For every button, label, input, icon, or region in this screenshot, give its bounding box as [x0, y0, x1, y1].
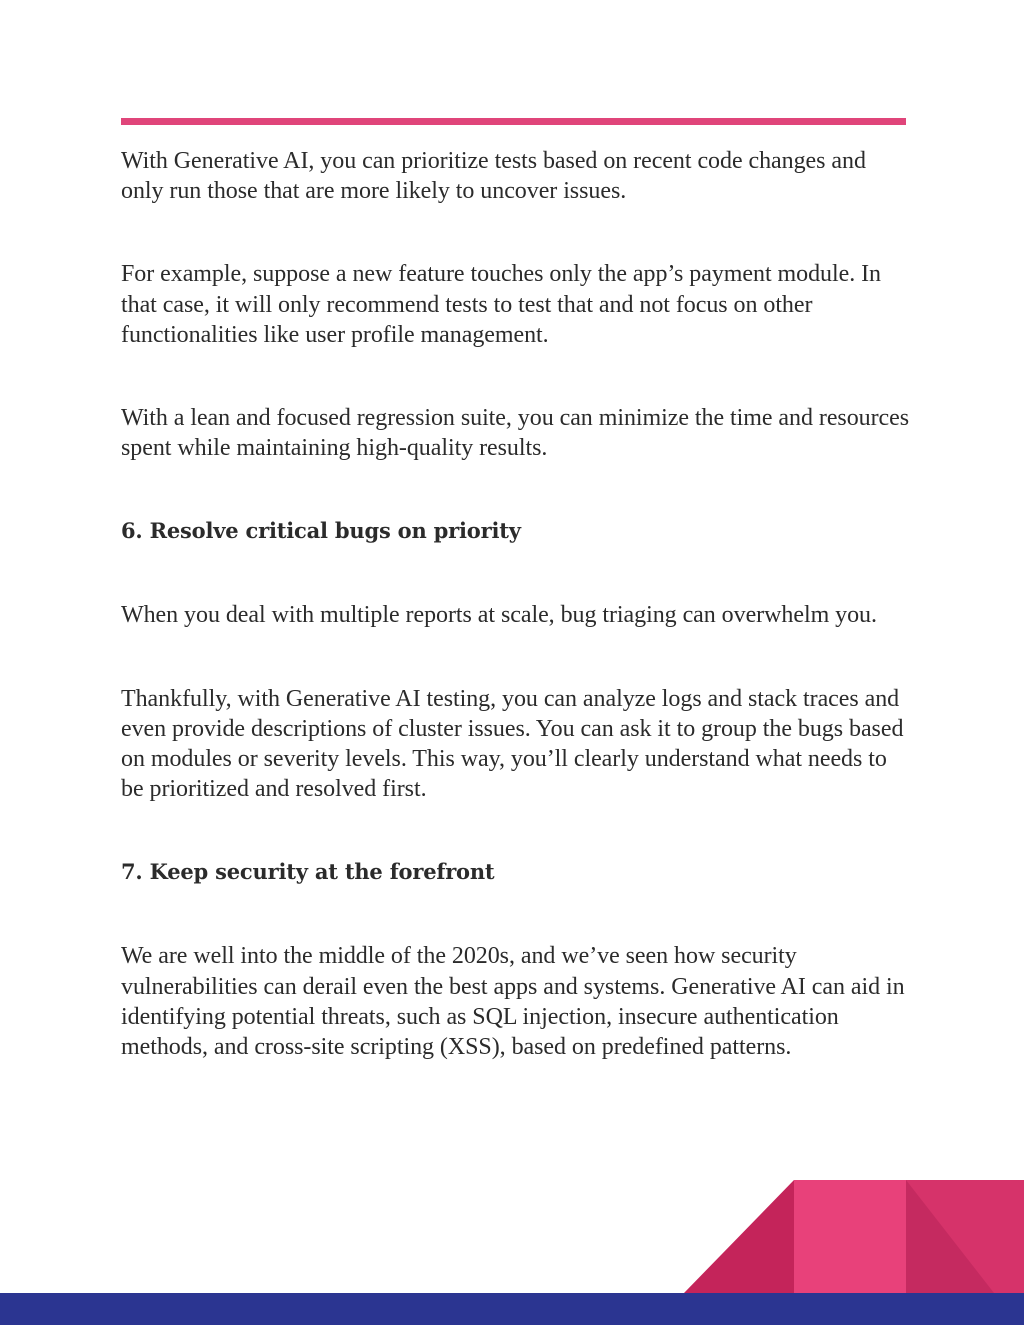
header-accent-rule [121, 118, 906, 125]
corner-triangle-dark [684, 1180, 794, 1293]
corner-block-mid [794, 1180, 906, 1293]
paragraph-prioritize-tests: With Generative AI, you can prioritize tests based on recent code changes and only run those that are more likely to uncover issues. [121, 148, 866, 205]
section-heading-security: 7. Keep security at the forefront [121, 859, 495, 885]
paragraph-bug-triaging: When you deal with multiple reports at scale, bug triaging can overwhelm you. [121, 602, 877, 629]
paragraph-analyze-logs: Thankfully, with Generative AI testing, you can analyze logs and stack traces and even provide descriptions of cluster issues. You can ask it to group the bugs based on modules or severity levels. This way, you’ll clearly understand what needs to be prioritized and resolved first. [121, 685, 904, 803]
paragraph-payment-example: For example, suppose a new feature touches only the app’s payment module. In that case, it will only recommend tests to test that and not focus on other functionalities like user profile management. [121, 261, 881, 348]
paragraph-security-threats: We are well into the middle of the 2020s, and we’ve seen how security vulnerabilities can derail even the best apps and systems. Generative AI can aid in identifying potential threats, such as SQL injection, insecure authentication methods, and cross-site scripting (XSS), based on predefined patterns. [121, 943, 905, 1061]
document-body [121, 146, 911, 1062]
paragraph-lean-regression: With a lean and focused regression suite, you can minimize the time and resources spent while maintaining high-quality results. [121, 405, 910, 462]
section-heading-resolve-bugs: 6. Resolve critical bugs on priority [121, 518, 521, 544]
footer-bar [0, 1293, 1024, 1325]
